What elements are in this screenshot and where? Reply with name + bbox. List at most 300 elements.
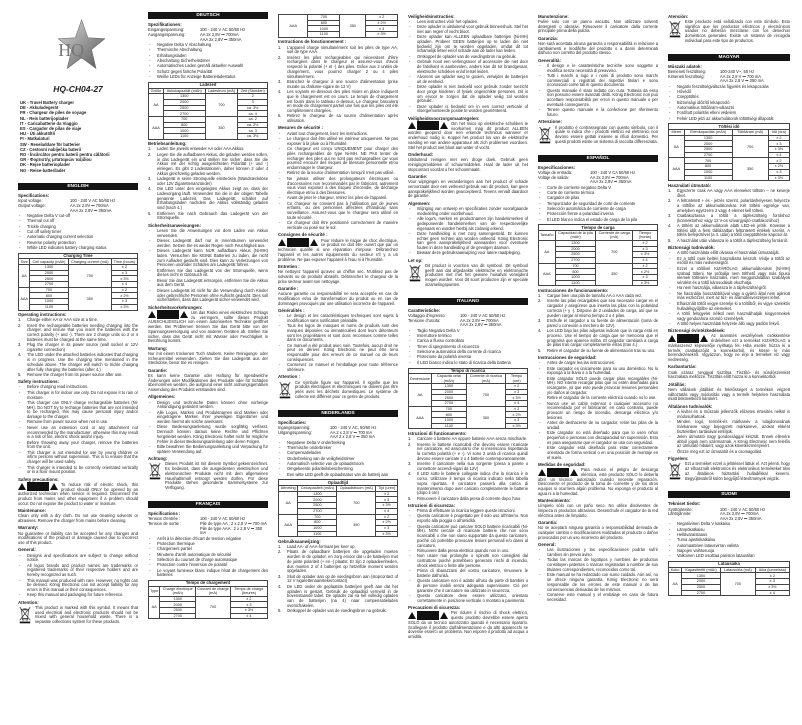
- column-header: Aika (tunneissa): [755, 567, 789, 573]
- paragraph: Nem vállalunk jótállást és felelősséget a terméken végzett változtatás vagy módosítás vagy a termék helytelen használata miatt bekövetkező károkért.: [668, 386, 790, 402]
- language-item: CZ - Cestovní nabíječka baterií: [20, 146, 81, 152]
- caution-label-icon: [417, 121, 439, 130]
- item-text: Deze oplader is niet bedoeld voor gebruik zonder toezicht door jonge kinderen of fysiek ongeschikte personen. Dit is om ervoor te zorgen dat de oplader veilig zal worden gebruikt.: [417, 84, 528, 104]
- list-item: [668, 435, 790, 449]
- list-item: [148, 445, 268, 455]
- time-cell: ± 3½: [376, 503, 398, 509]
- column-header: Corriente de carga (mA): [596, 231, 633, 241]
- item-text: Protection thermique: [157, 540, 195, 546]
- capacity-cell: 1100: [308, 32, 340, 38]
- item-text: Napojen vaihtosuoja: [677, 547, 715, 553]
- warning-triangle-icon: [148, 311, 156, 318]
- item-number: 4.: [668, 222, 672, 228]
- list-item: [668, 302, 790, 312]
- item-number: 3.: [278, 78, 282, 84]
- item-text: Abschaltung Sicherheitstimer: [157, 58, 211, 64]
- item-number: 3.: [538, 318, 542, 323]
- paragraph: No se aceptará ninguna garantía o responsabilidad derivada de cualquier cambio o modificaciones realizadas al producto o daños provocados por un uso incorrecto del producto.: [538, 525, 658, 540]
- warning-text: Per ridurre il rischio di shock elettrico, questo prodotto dovrebbe essere aperto SOLO da un tecnico autorizzato quando è necessario ripararlo. Scollegare il prodotto dall'alimentazione e da altri apparecchi se dovesse esserci un problema. Non esporre il prodotto ad acqua o umidità.: [408, 610, 528, 639]
- table-header-row: [149, 88, 268, 94]
- section-heading: Általános tudnivalók:: [668, 403, 713, 409]
- column-header: Charging current (mA): [68, 259, 111, 265]
- warning-symbols-icon: [538, 469, 578, 476]
- weee-notice: [278, 381, 398, 400]
- language-list: [18, 100, 138, 173]
- list-item: [668, 189, 790, 199]
- item-text: Questo caricatore deve essere utilizzato, orientato correttamente in posizione verticale o montato a pavimento.: [417, 593, 528, 603]
- item-text: Rimuovere dalla presa elettrica quando non in uso.: [417, 547, 510, 553]
- spec-list: [148, 517, 268, 536]
- column-header: Size: [20, 259, 28, 264]
- item-text: Laad AA- of AAA-formaat per keer op.: [287, 544, 356, 549]
- paragraph: Es kann keine Garantie oder Haftung für irgendwelche Änderungen oder Modifikationen des Produkts oder für Schäden übernommen werden, die aufgrund einer nicht ordnungsgemäßen Anwendung des Produkts entstanden sind.: [148, 372, 268, 393]
- item-text: Bitte bewahren Sie Bedienungsanleitung und Verpackung für spätere Verwendung auf.: [157, 444, 268, 454]
- list-item: [148, 279, 268, 289]
- list-item: [278, 585, 398, 609]
- list-item: [538, 573, 658, 592]
- spec-label: Ingangsspanning:: [278, 424, 311, 430]
- paragraph: Voor wijzigingen en veranderingen aan het product of schade veroorzaakt door een verkeerd gebruik van dit product, kan geen aansprakelijkheid worden geaccepteerd. Tevens vervalt daardoor de garantie.: [408, 179, 528, 199]
- bullet-list: [148, 229, 268, 303]
- item-text: Omgekeerde polariteitsbescherming: [287, 466, 353, 472]
- table-title: Charging Time: [19, 253, 138, 259]
- list-item: [148, 269, 268, 279]
- list-item: [408, 35, 528, 54]
- item-number: 1.: [538, 293, 542, 299]
- list-item: [148, 401, 268, 411]
- capacity-cell: 800: [164, 122, 205, 128]
- item-text: Este cargador no está diseñado para que lo usen niños pequeños o personas con discapacidad sin supervisión. Esto es para asegurarse que el cargador se usa con seguridad.: [547, 430, 658, 445]
- column-header: Kapasiteetti (mAh): [682, 567, 721, 573]
- item-text: Il LED bianco indica lo stato di ricarica della batteria: [417, 359, 511, 365]
- language-header: FRANÇAIS: [148, 501, 268, 508]
- time-cell: ± 3: [111, 299, 137, 305]
- list-item: [18, 324, 138, 343]
- item-number: 2.: [538, 298, 542, 304]
- list-item: [668, 267, 790, 286]
- list-item: [278, 324, 398, 343]
- bullet-list: [18, 385, 138, 475]
- section-heading: Especificaciones:: [538, 164, 576, 170]
- language-item: NO - Reise-batterilader: [20, 167, 66, 173]
- column-5: [538, 12, 658, 603]
- item-text: Bewaar deze gebruiksaanwijzing voor latere raadpleging.: [417, 250, 521, 256]
- item-text: A töltő felügyelet nélkül nem használhatják kisgyermekek vagy gondozásra szoruló személyek.: [677, 310, 790, 321]
- item-text: Deze handleiding is met zorg samengesteld. Er kunnen echter geen rechten aan worden ontleend. König Electronic kan geen aansprakelijkheid aanvaarden voor eventuele fouten in deze handleiding of de gevolgen daarvan.: [417, 230, 528, 251]
- section-heading: Instrucciones de seguridad:: [538, 354, 597, 360]
- item-text: Elhasznált töltőt vegye szerelje ki a töltőből, és vigye szelektív hulladékgyűjtőbe az elemeket.: [677, 300, 790, 311]
- item-text: Branchez le chargeur à une source d'alimentation (prise murale ou d'allume-cigare de 12 V): [287, 78, 398, 89]
- time-cell: ± 4: [506, 401, 528, 407]
- item-text: Ontkoppel de oplader van de voedingsbron na gebruik.: [417, 53, 517, 59]
- section-heading: Generalità:: [538, 57, 561, 63]
- capacity-cell: 1100: [30, 304, 68, 310]
- list-item: [408, 207, 528, 217]
- charging-time-table: [278, 14, 398, 38]
- warning-text: Um das Risiko eines elektrischen Schlags zu verringern, sollte dieses Produkt AUSSCHLIESSLICH von einem autorisierten Techniker geöffnet werden. Bei Problemen trennen Sie das Gerät bitte von der Spannungsversorgung und von anderen Geräten ab. Stellen Sie sicher, dass das Gerät nicht mit Wasser oder Feuchtigkeit in Berührung kommt.: [148, 309, 268, 344]
- list-item: [18, 401, 138, 420]
- item-text: Deze oplader kan ALLEEN oplaadbare batterijen (Ni-MH) opladen. Probeer GEEN batterijen op te laden die niet bedoeld zijn om te worden opgeladen, omdat dit tot lichamelijk letsel en/of schade aan de lader kan leiden.: [417, 34, 528, 54]
- time-cell: ca. 2: [238, 116, 268, 122]
- item-number: 3.: [668, 212, 672, 218]
- item-text: Insert the rechargeable batteries needing charging into the charger, and ensure that you insert the batteries with the correct polarity (+ and -). There are 2 charge units so 2 or 4 batteries must be charged at the same time.: [27, 322, 138, 342]
- time-cell: ± 3: [506, 418, 528, 424]
- list-item: [408, 361, 528, 366]
- numbered-list: [18, 318, 138, 377]
- list-item: [18, 391, 138, 401]
- section-heading: Atención:: [668, 13, 689, 19]
- current-cell: 350: [340, 15, 366, 38]
- item-text: All logos brands and product names are trademarks or registered trademarks of their respective holders and are hereby recognized as such.: [27, 562, 138, 578]
- item-text: Gebruik nooit een verlengsnoer of accessoire die niet door de fabrikant is aanbevolen, anders kan dit tot brandgevaar, elektrische schokken en/of letsel leiden.: [417, 59, 528, 74]
- section-heading: Onderhoud:: [408, 151, 434, 157]
- list-item: [18, 441, 138, 451]
- column-header: Afmeting: [279, 486, 298, 492]
- item-number: 5.: [668, 237, 672, 243]
- item-text: Thermische Abschaltung: [157, 47, 202, 53]
- section-heading: Garanzia:: [538, 35, 559, 41]
- capacity-cell: 2000: [684, 141, 732, 147]
- item-text: Wijziging van ontwerp en specificaties zonder voorafgaande mededeling onder voorbehoud.: [417, 205, 528, 216]
- item-text: Automatic charging current selection: [27, 234, 94, 240]
- weee-notice: [538, 126, 658, 145]
- item-number: 5.: [148, 210, 152, 216]
- weee-notice: [148, 462, 268, 491]
- capacity-cell: 1300: [432, 383, 467, 389]
- capacity-cell: 1300: [164, 94, 205, 100]
- spec-label: Tension d'entrée :: [148, 516, 181, 522]
- item-number: 3.: [408, 461, 412, 467]
- item-text: Retirez le chargeur de sa source d'alimentation après utilisation.: [287, 113, 398, 124]
- column-header: Tiempo (horas): [633, 231, 658, 241]
- item-text: El LED blanco indica el estado de carga de la pila: [547, 216, 638, 222]
- bullet-list: [408, 329, 528, 366]
- capacity-cell: 2700: [682, 590, 721, 596]
- section-heading: Precauzioni di sicurezza:: [408, 605, 461, 610]
- list-item: [538, 446, 658, 460]
- capacity-cell: 700: [432, 406, 467, 412]
- list-item: [408, 443, 528, 462]
- paragraph: Límpielo sólo con un paño seco. No utilice disolventes de limpieza ni productos abrasivos. Desenchufe el cargador de la red eléctrica antes de limpiarlo.: [538, 503, 658, 518]
- item-text: Las ilustraciones y las especificaciones podrán sufrir cambios sin previo aviso.: [547, 547, 658, 558]
- time-cell: ± 2: [376, 514, 398, 520]
- spec-list: [148, 28, 268, 42]
- table-header-row: [19, 259, 138, 265]
- item-text: Ha nem használja, válassza le a tápfeszültségről.: [677, 285, 767, 291]
- warning-triangle-icon: [408, 612, 416, 619]
- capacity-cell: 2000: [432, 389, 467, 395]
- time-cell: ± 3½: [376, 531, 398, 537]
- item-text: Charge either AA or AAA size at a time.: [27, 317, 98, 323]
- spec-value: AA 2x 2,8V ⎓ 700mA: [460, 317, 499, 323]
- item-text: Selezione automatica della corrente di ricarica: [417, 349, 501, 355]
- table-title: Töltési idő: [669, 124, 790, 130]
- spec-value: 100 - 240 V AC 50/60 Hz: [70, 198, 116, 204]
- spec-value: AA 2x 2,8 V ⎓ 700 mA: [720, 73, 762, 79]
- language-header: MAGYAR: [668, 54, 790, 61]
- item-text: Őrizze meg ezt az útmutatót és a csomagolást.: [677, 448, 763, 454]
- spec-value: AAA 2x 2,8 V ⎓ 350 mA: [720, 78, 764, 84]
- item-text: Insérez les piles rechargeables qui nécessitent d'être rechargées dans le chargeur et assurez-vous d'avoir respecté la polarité (+ et -) des piles. Grâce aux 2 unités de chargement, vous pourrez charger 2 ou 4 piles simultanément.: [287, 54, 398, 79]
- model-title: HQ-CH04-27: [53, 84, 103, 94]
- spec-list: [18, 199, 138, 213]
- weee-text: Ezt a terméket ezzel a jelöléssel láttuk el. Azt jelenti, hogy az elhasznált elektromos és elektronikus termékeket tilos az általános háztartási hulladékkal keverni. Begyűjtésükről külön begyűjtő létesítmények végzik.: [685, 461, 790, 481]
- language-item: FI - Matkalaturi: [20, 136, 50, 142]
- battery-size-cell: AA: [669, 135, 685, 158]
- item-text: Minuterie d'arrêt automatique de sécurité: [157, 551, 232, 557]
- bullet-list: [148, 43, 268, 80]
- capacity-cell: 700: [164, 116, 205, 122]
- list-item: [668, 214, 790, 224]
- list-item: [148, 289, 268, 303]
- list-item: [538, 431, 658, 445]
- list-item: [148, 212, 268, 222]
- section-heading: General:: [538, 542, 556, 548]
- list-item: [278, 473, 398, 478]
- item-number: 5.: [18, 371, 22, 377]
- section-heading: Sicherheitsanweisungen:: [148, 222, 201, 228]
- item-text: L'appareil charge simultanément soit les piles de type AA, soit de type AAA.: [287, 44, 398, 55]
- time-cell: ± 2: [768, 135, 789, 141]
- section-heading: Caratteristiche:: [408, 307, 441, 313]
- section-heading: Instrucciones de funcionamiento:: [538, 287, 609, 293]
- spec-list: [668, 508, 790, 522]
- language-item: SW - Reseladdare för batterier: [20, 141, 81, 147]
- item-number: 1.: [18, 317, 22, 323]
- time-cell: ± 2½: [768, 164, 789, 170]
- list-item: [538, 548, 658, 558]
- item-text: Negatív feszültségváltozás figyelés és lekapcsolás: [677, 83, 769, 89]
- item-text: De LED onder de geplaatste batterijen geeft aan dat het opladen is gestart. Gebruik de oplaadtijd vermeld in de bovenstaande tabel. De oplader zal na het volledig opladen van de batterijen (na 4) naar compensatieladen overschakelen.: [287, 583, 398, 608]
- item-text: Ontkoppel de oplader van de voedingsbron na gebruik.: [287, 608, 387, 614]
- item-number: 1.: [148, 146, 152, 152]
- section-heading: Figyelem:: [668, 456, 689, 461]
- spec-value: 100 - 240 V AC 50/60 Hz: [200, 516, 246, 522]
- list-item: [538, 421, 658, 431]
- list-item: [668, 239, 790, 244]
- item-text: Ezzel a töltővel KIZÁRÓLAG akkumulátorokat (Ni-MH) szabad tölteni. Ne próbálja nem tölthető vagy más típusú elemek töltésére használni, mert meggondolatlan szabályok sérülést és a töltő károsodását okozhatja.: [677, 265, 790, 285]
- item-text: Onderbreking van de veiligheidstimer: [287, 455, 355, 461]
- spec-value: Pile de type AA : 2 x 2,8 V ⎓ 700 mA: [200, 520, 267, 526]
- crossed-bin-icon: [408, 264, 422, 288]
- item-text: Egyszerre csak AA vagy AAA elemeket töltsön – ne keverje őket.: [677, 187, 790, 198]
- capacity-cell: 2700: [298, 508, 337, 514]
- capacity-cell: 1100: [164, 134, 205, 140]
- spec-value: 100 - 240 V AC 50/60 Hz: [200, 27, 246, 33]
- charging-time-table: [538, 224, 658, 286]
- spec-value: 100 - 240 V AC, 50/60 Hz: [330, 424, 377, 430]
- item-text: Il LED sotto le batterie collegate indica che la ricarica è in corso. Utilizzare il tempo di ricarica indicato nella tabella sopra riportata. Il caricatore passerà alla carica di mantenimento dopo aver caricato completamente le batterie (dopo il ore): [417, 471, 528, 496]
- list-item: [18, 564, 138, 578]
- item-text: Corte de corriente negativo Delta V: [547, 184, 611, 190]
- list-item: [408, 525, 528, 549]
- warning-triangle-icon: [180, 311, 188, 318]
- paragraph: Ne nettoyez l'appareil qu'avec un chiffon sec. N'utilisez pas de solvants ou de produits abrasifs. Débranchez le chargeur de la prise secteur avant son nettoyage.: [278, 269, 398, 284]
- spec-label: Output voltage:: [18, 202, 46, 208]
- list-item: [408, 514, 528, 524]
- item-text: Fordított polaritás elleni védelem: [677, 110, 737, 116]
- current-cell: 700: [205, 94, 238, 117]
- section-heading: Mesures de sécurité :: [278, 125, 323, 131]
- list-item: [538, 377, 658, 396]
- section-heading: Consignes de sécurité :: [278, 232, 328, 238]
- warning-text: Om het risico op elektrische schokken te voorkomen mag dit product ALLEEN worden geopend door een erkende technicus wanneer er onderhoud nodig is. Koppel het product los van de elektrische voeding en van andere apparatuur als zich problemen voordoen. Stel het product niet bloot aan water of vocht.: [408, 120, 528, 150]
- time-cell: ± 2: [755, 573, 789, 579]
- item-text: Laden Sie jeweils entweder AA oder AAA Akkus.: [157, 146, 245, 152]
- list-item: [18, 593, 138, 598]
- weee-text: Este producto está señalizado con este símbolo. Esto significa que los productos eléctricos y electrónicos usados no deberán mezclarse con los desechos domésticos generales. Existe un sistema de recogida individual para este tipo de productos.: [685, 18, 790, 43]
- list-item: [408, 594, 528, 604]
- current-cell: 350: [466, 406, 506, 429]
- item-text: Entfernen Sie das Ladegerät von der Stromquelle, wenn dieses nicht in Gebrauch ist.: [157, 267, 268, 278]
- bullet-list: [668, 522, 790, 559]
- list-item: [278, 177, 398, 196]
- current-cell: 700: [720, 573, 755, 596]
- warning-triangle-icon: [570, 469, 578, 476]
- list-item: [538, 593, 658, 603]
- item-text: Plug the charger in its power source (wall socket or 12V cigarette connection): [27, 342, 138, 352]
- time-cell: ± 3½: [768, 175, 789, 181]
- item-text: The LED under the attached batteries indicates that charging is in progress. Use the charging time mentioned in the schedule above. The charger will switch to trickle charging after fully charging the batteries (after 4.): [27, 352, 138, 372]
- item-number: 1.: [278, 544, 282, 549]
- charging-time-table: [278, 479, 398, 537]
- list-item: [18, 451, 138, 465]
- item-number: 4.: [18, 352, 22, 358]
- item-text: Este cargador es únicamente para su uso doméstico. No lo exponga a la lluvia o a la humedad.: [547, 365, 658, 376]
- item-text: This charger is intended to be correctly orientated vertically or in a floor mount position.: [27, 464, 138, 475]
- battery-size-cell: AA: [279, 491, 298, 514]
- capacity-cell: 2000: [30, 270, 68, 276]
- item-text: Questo caricatore non è adatto all'uso da parte di bambini o di persone inabili senza adeguata supervisione. Ciò per garantire che il caricatore sia utilizzato in sicurezza.: [417, 578, 528, 593]
- spec-label: Input voltage:: [18, 198, 43, 204]
- item-text: Diese Bedienungsanleitung wurde sorgfältig verfasst. Dennoch können daraus keine Rechte und Pflichten hergeleitet werden. König Electronic haftet nicht für mögliche Fehler in dieser Bedienungsanleitung oder deren Folgen.: [157, 424, 268, 444]
- section-heading: Garantía:: [538, 520, 558, 526]
- list-item: [668, 450, 790, 455]
- item-text: Lees instructies vóór het opladen.: [417, 18, 479, 24]
- spec-value: AAA 2x 2,8V ⎓ 350mA: [590, 179, 632, 185]
- item-text: Een witte LED geeft de oplaadstatus van de batterij aan: [287, 471, 389, 477]
- column-header: Corrente di ricarica (mA): [466, 374, 506, 384]
- item-number: 2.: [278, 54, 282, 60]
- list-item: [278, 363, 398, 373]
- list-item: [538, 402, 658, 421]
- paragraph: Nur mit einem trockenen Tuch säubern. Keine Reinigungs- oder Scheuermittel verwenden. Ziehen Sie das Ladegerät aus der Steckdose, bevor Sie es reinigen.: [148, 350, 268, 366]
- section-heading: Biztonsági óvintézkedések:: [668, 328, 726, 334]
- section-heading: Entretien :: [278, 263, 300, 269]
- capacity-cell: 2000: [298, 497, 337, 503]
- weee-notice: [408, 264, 528, 288]
- list-item: [278, 550, 398, 574]
- item-text: Alle Logos, Marken und Produktnamen sind Marken oder eingetragene Marken ihrer jeweiligen Eigentümer und werden hiermit als solche anerkannt.: [157, 409, 268, 425]
- section-heading: Veiligheidsvoorzorgsmaatregelen:: [408, 115, 480, 121]
- capacity-cell: 2700: [160, 613, 196, 619]
- section-heading: Safety instructions:: [18, 379, 59, 385]
- item-text: Tous les logos de marques et noms de produits sont des marques déposées ou immatriculées dont leurs détenteurs sont les propriétaires et sont donc reconnues comme telles dans ce documents.: [287, 323, 398, 343]
- spec-label: Tension de sortie :: [148, 520, 182, 526]
- item-text: Este manual se ha redactado con sumo cuidado. Aún así, no se ofrece ninguna garantía. König Electronic no será responsable de los errores de este manual o de las consecuencias derivadas de los mismos.: [547, 572, 658, 592]
- time-cell: ca. 3½: [238, 105, 268, 111]
- crossed-bin-icon: [668, 462, 682, 481]
- time-cell: ± 3: [376, 497, 398, 503]
- table-title: Temps de chargement: [149, 581, 268, 587]
- charging-time-table: [668, 561, 790, 596]
- section-heading: Istruzioni di funzionamento:: [408, 430, 467, 436]
- column-header: Größe: [149, 88, 164, 94]
- list-item: [18, 343, 138, 353]
- battery-size-cell: AAA: [19, 287, 30, 310]
- list-item: [278, 202, 398, 221]
- item-text: Automaattinen latausvirran valinta: [677, 542, 739, 548]
- section-heading: Safety precautions:: [18, 476, 59, 482]
- current-cell: 700: [596, 240, 633, 263]
- list-item: [538, 299, 658, 318]
- list-item: [668, 199, 790, 213]
- column-header: Töltőáram (mA): [732, 130, 768, 136]
- item-text: Keep this manual and packaging for future reference.: [27, 592, 124, 598]
- item-text: Csepptöltés: [677, 94, 699, 100]
- time-cell: ± 2½: [366, 20, 398, 26]
- item-text: Nunca use un cable extensor o cualquier accesorio no recomendado por el fabricante; en caso contrario, puede provocar un riesgo de incendio, descarga eléctrica y/o lesiones.: [547, 400, 658, 420]
- table-title: Latausaika: [669, 562, 790, 568]
- item-text: Le voyant lumineux blanc indique l'état de chargement des batteries: [157, 567, 268, 578]
- time-cell: ± 3: [111, 270, 137, 276]
- item-text: Timer di spegnimento di sicurezza: [417, 343, 479, 349]
- list-item: [148, 153, 268, 177]
- spec-value: AAA 2 x 2,8 V ⎓ 350 mA: [330, 434, 375, 440]
- capacity-cell: 1000: [308, 26, 340, 32]
- item-text: Thermal cut off: [27, 218, 55, 224]
- battery-size-cell: AAA: [669, 158, 685, 181]
- warning-symbols-icon: [278, 239, 318, 246]
- time-cell: ± 3½: [111, 276, 137, 282]
- language-header: NEDERLANDS: [278, 410, 398, 417]
- list-item: [408, 579, 528, 593]
- list-item: [668, 554, 790, 559]
- spec-list: [408, 314, 528, 328]
- list-item: [538, 329, 658, 348]
- bullet-list: [668, 410, 790, 455]
- spec-label: Voltaggio d'ingresso:: [408, 312, 446, 318]
- item-number: 3.: [278, 573, 282, 579]
- paragraph: Non sarà accettata alcuna garanzia o responsabilità in relazione a cambiamenti e modifiche del prodotto o a danni determinati dall'uso non corretto del prodotto stesso.: [538, 40, 658, 56]
- column-header: Akkukapazität (mAh): [164, 88, 205, 94]
- warning-symbols-icon: [18, 483, 58, 490]
- weee-text: Dieses Produkt ist mit diesem Symbol gekennzeichnet. Es bedeutet, dass die ausgedienten elektrischen und elektronischen Produkte nicht mit dem allgemeinen Haushaltsmüll entsorgt werden dürfen. Für diese Produkte stehen gesonderte Sammelsysteme zur Verfügung.: [165, 461, 268, 491]
- weee-text: Dit product is voorzien van dit symbool. Dit symbool geeft aan dat afgedankte elektrische en elektronische producten niet met het gewone huisafval verwijderd mogen worden. Voor dit soort producten zijn er speciale inzamelingspunten.: [425, 262, 528, 287]
- item-text: Negative Delta V Abschaltung: [157, 42, 212, 47]
- capacity-cell: 1100: [684, 175, 732, 181]
- warning-text: Az áramütés veszélyének csökkentése érdekében ezt a terméket KIZÁRÓLAG a márkaszerviz képviselője nyithatja fel. Hiba esetén húzza ki a termék csatlakozóját a konnektorból, és kösse le más berendezésekről. Vigyázzon, hogy ne érje a terméket víz vagy nedvesség.: [668, 333, 790, 363]
- item-text: Before charging read instructions.: [27, 384, 89, 390]
- safety-warning: [278, 239, 398, 263]
- item-text: Automatisches Laden gemäß aktueller Auswahl: [157, 63, 244, 69]
- battery-size-cell: AA: [539, 240, 556, 263]
- numbered-list: [668, 189, 790, 244]
- item-text: Protection contre l'inversion de polarité: [157, 562, 228, 568]
- list-item: [408, 569, 528, 579]
- item-text: Inserte las pilas recargables que sea necesario cargar en el cargador y asegúrese que inserta las pilas con la polaridad correcta (+ y -). Dispone de 2 unidades de carga, así que se pueden cargar al mismo tiempo 2 o 4 pilas.: [547, 298, 658, 318]
- bullet-list: [18, 214, 138, 251]
- item-text: Ne használja hosszabbítóval vagy a gyártó által nem ajánlott más eszközzel, mert az tűz- és áramütésveszélyes lehet.: [677, 290, 790, 301]
- spec-label: Kimeneti feszültség:: [668, 73, 705, 79]
- time-cell: ± 2: [506, 383, 528, 389]
- list-item: [538, 349, 658, 354]
- battery-size-cell: AAA: [149, 116, 164, 139]
- column-header: Oplaadstroom (mA): [337, 486, 376, 492]
- item-text: Este cargador SÓLO puede cargar pilas recargables (Ni-MH). NO intente recargar pilas que no estén diseñadas para recargarse, ya que esto puede provocar lesiones personales y/o daños al cargador.: [547, 375, 658, 395]
- language-header: ENGLISH: [18, 183, 138, 190]
- crossed-bin-icon: [148, 462, 162, 491]
